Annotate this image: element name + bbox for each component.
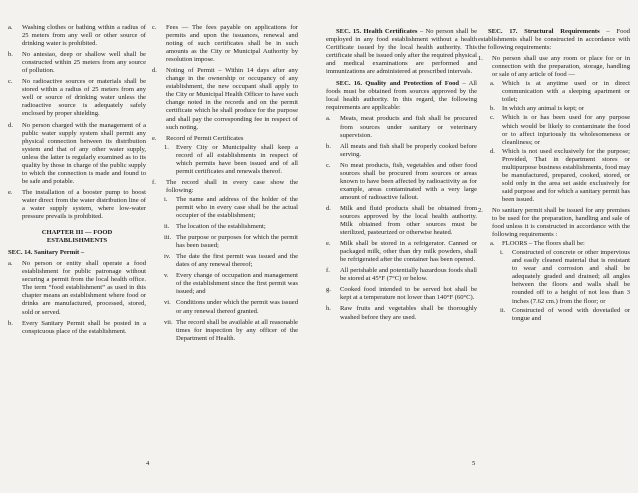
sub-list-item: c. Which is or has been used for any purpose which would be likely to contaminate the food or to affect injuriously its wholesomeness or cleanliness; or bbox=[490, 114, 630, 146]
section-15: SEC. 15. Health Certificates – No person shall be employed in any food establishment without a health Certificate issued by the local health authority. This certificate shall be issued only after the required physical and medical examinations are performed and immunizations are administered at prescribed intervals. bbox=[326, 28, 477, 76]
section-title: SEC. 17. Structural Requirements bbox=[488, 28, 600, 35]
sub-list-item: ii. The location of the establishment; bbox=[164, 223, 266, 231]
page-number: 4 bbox=[146, 460, 150, 467]
page-number: 5 bbox=[472, 460, 476, 467]
sub-list-item: a. FLOORS – The floors shall be: bbox=[490, 240, 585, 248]
left-page-column-1 bbox=[8, 24, 146, 339]
section-title: SEC. 14. Sanitary Permit – bbox=[8, 249, 85, 257]
sub-list-item: i. The name and address of the holder of the permit who in every case shall be the actual occupier of the establishment; bbox=[164, 195, 298, 220]
list-item: e. Record of Permit Certificates bbox=[152, 134, 244, 142]
right-page-column-2 bbox=[478, 24, 630, 326]
sub-list-item: v. Every change of occupation and management of the establishment since the first permit was issued; and bbox=[164, 272, 298, 296]
list-item: a. Washing clothes or bathing within a radius of 25 meters from any well or other source of drinking water is prohibited. bbox=[8, 24, 146, 48]
list-item: a. No person or entity shall operate a food establishment for public patronage without securing a permit from the local health office. The term “food establishment” as used in this chapter means an establishment where food or drinks are manufactured, processed, stored, sold or served. bbox=[8, 260, 146, 316]
sub-list-item: vi. Conditions under which the permit was issued or any renewal thereof granted. bbox=[164, 299, 298, 315]
list-item: b. Every Sanitary Permit shall be posted in a conspicuous place of the establishment. bbox=[8, 319, 146, 335]
section-17: SEC. 17. Structural Requirements – Food establishments shall be constructed in accordance with the following requirements: bbox=[478, 28, 630, 52]
list-item: e. Milk shall be stored in a refrigerator. Canned or packaged milk, other than dry milk powders, shall be refrigerated after the container has been opened. bbox=[326, 240, 477, 264]
list-item: b. All meats and fish shall be properly cooked before serving. bbox=[326, 142, 477, 158]
sub-list-item: b. In which any animal is kept; or bbox=[490, 105, 585, 113]
sub-list-item: iii. The purpose or purposes for which the permit has been issued; bbox=[164, 234, 298, 250]
list-item: c. Fees — The fees payable on applications for permits and upon the issuances, renewal and noting of such certificates shall be in such amounts as the City or Municipal Authority by resolution impose. bbox=[152, 24, 298, 64]
list-item: c. No radioactive sources or materials shall be stored within a radius of 25 meters from any well or source of drinking water unless the radioactive source is adequately safely enclosed by proper shielding. bbox=[8, 78, 146, 118]
list-item: d. Noting of Permit – Within 14 days after any change in the ownership or occupancy of any establishment, the new occupant shall apply to the City or Municipal Health Officer to have such change noted in the records and on the permit certificate which he shall produce for the purpose and shall pay the corresponding fee in respect of such noting. bbox=[152, 67, 298, 131]
section-title: SEC. 16. Quality and Protection of Food bbox=[336, 80, 460, 88]
list-item: h. Raw fruits and vegetables shall be thoroughly washed before they are used. bbox=[326, 305, 477, 321]
list-item: a. Meats, meat products and fish shall be procured from sources under sanitary or veterinary supervision. bbox=[326, 115, 477, 139]
sub-list-item: d. Which is not used exclusively for the purpose; Provided, That in department stores or multipurpose business establishments, food may be manufactured, prepared, cooked, stored, or sold only in the area set aside exclusively for said purpose and for which a sanitary permit has been issued. bbox=[490, 147, 630, 203]
sub-list-item: vii. The record shall be available at all reasonable times for inspection by any officer of the Department of Health. bbox=[164, 318, 298, 342]
sub-sub-list-item: i. Constructed of concrete or other impervious and easily cleaned material that is resistant to wear and corrosion and shall be adequately graded and drained; all angles between the floors and walls shall be rounded off to a height of not less than 3 inches (7.62 cm.) from the floor; or bbox=[500, 249, 630, 305]
sub-list-item: 1. Every City or Municipality shall keep a record of all establishments in respect of which permits have been issued and of all permit certificates and renewals thereof. bbox=[164, 143, 298, 175]
list-item: d. Milk and fluid products shall be obtained from sources approved by the local health authority. Milk obtained from other sources must be sterilized, pasteurized or otherwise heated. bbox=[326, 204, 477, 237]
list-item: b. No antesiao, deep or shallow well shall be constructed within 25 meters from any source of pollution. bbox=[8, 51, 146, 75]
chapter-heading: CHAPTER III — FOOD ESTABLISHMENTS bbox=[41, 229, 113, 245]
list-item: d. No person charged with the management of a public water supply system shall permit any physical connection between its distribution system and that of any other water supply, unless the latter is regularly examined as to its quality by those in charge of the public supply to which the connection is made and found to be safe and potable. bbox=[8, 121, 146, 185]
sub-sub-list-item: ii. Constructed of wood with dovetailed or tongue and bbox=[500, 306, 630, 322]
section-16: SEC. 16. Quality and Protection of Food – All foods must be obtained from sources approved by the local health authority. In this regard, the following requirements are applicable: bbox=[326, 80, 477, 112]
list-item: g. Cooked food intended to be served hot shall be kept at a temperature not lower than 140°F (60°C). bbox=[326, 286, 477, 302]
right-page-column-1 bbox=[326, 24, 477, 325]
sub-list-item: iv. The date the first permit was issued and the dates of any renewal thereof; bbox=[164, 253, 298, 269]
section-title: SEC. 15. Health Certificates bbox=[336, 28, 418, 35]
list-item: c. No meat products, fish, vegetables and other food sources shall be procured from sources or areas known to have been affected by radioactivity as for example, areas contaminated with a very large amount of radioactive fallout. bbox=[326, 161, 477, 201]
list-item: e. The installation of a booster pump to boost water direct from the water distribution line of a water supply system, where low-water pressure prevails is prohibited. bbox=[8, 188, 146, 221]
list-item: 2. No sanitary permit shall be issued for any premises to be used for the preparation, handling and sale of food unless it is constructed in accordance with the following requirements : bbox=[478, 206, 630, 239]
list-item: 1. No person shall use any room or place for or in connection with the preparation, storage, handling or sale of any article of food — bbox=[478, 55, 630, 79]
left-page-column-2 bbox=[152, 24, 298, 346]
list-item: f. All perishable and potentially hazardous foods shall be stored at 45°F (7°C) or below. bbox=[326, 267, 477, 283]
list-item: f. The record shall in every case show the following: bbox=[152, 178, 298, 194]
sub-list-item: a. Which is at anytime used or in direct communication with a sleeping apartment or toilet; bbox=[490, 80, 630, 104]
